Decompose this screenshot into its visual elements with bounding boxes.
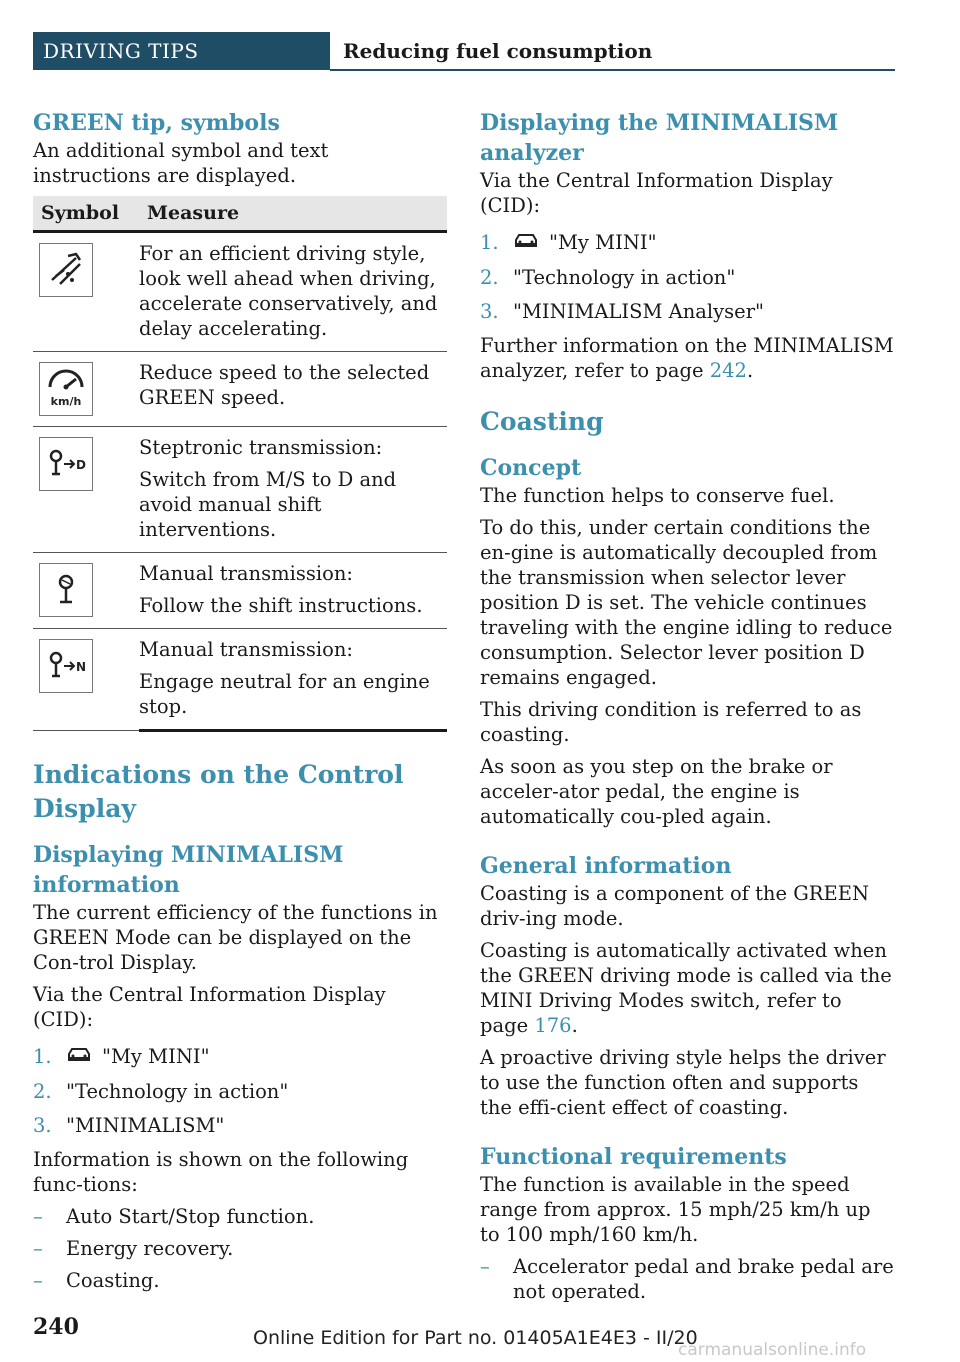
coasting-heading: Coasting [480,407,604,436]
list-item: – Auto Start/Stop function. [33,1205,315,1228]
list-item: 2. "Technology in action" [480,266,736,289]
column-header-symbol: Symbol [33,196,139,232]
watermark: carmanualsonline.info [678,1340,867,1360]
paragraph: Via the Central Information Display (CID): [33,983,386,1031]
paragraph: Further information on the MINIMALISM analyzer, refer to page 242. [480,334,894,382]
svg-text:km/h: km/h [50,395,82,408]
measure-text: Follow the shift instructions. [139,594,423,617]
right-column [480,108,894,1311]
anticipate-driving-icon [39,243,93,297]
measure-text: Reduce speed to the selected GREEN speed. [139,361,430,409]
shift-to-d-icon [39,437,93,491]
svg-text:N: N [75,660,87,674]
paragraph: Coasting is automatically activated when the GREEN driving mode is called via the MINI Driving Modes switch, refer to page 176. [480,939,892,1037]
list-item: 1. "My MINI" [33,1045,210,1068]
general-info-heading: General information [480,853,732,879]
function-list [33,1204,447,1293]
paragraph: This driving condition is referred to as coasting. [480,698,862,746]
measure-text: Switch from M/S to D and avoid manual shift interventions. [139,468,397,541]
table-row [33,553,447,629]
table-row [33,232,447,352]
reduce-speed-icon [39,362,93,416]
green-tip-intro: An additional symbol and text instructions are displayed. [33,139,329,187]
measure-text: For an efficient driving style, look well ahead when driving, accelerate conservatively, and delay accelerating. [139,242,438,340]
paragraph: As soon as you step on the brake or acceler‐ator pedal, the engine is automatically cou‐pled again. [480,755,833,828]
green-tip-heading: GREEN tip, symbols [33,110,280,136]
paragraph: The function helps to conserve fuel. [480,484,835,507]
page-link-242[interactable]: 242 [709,359,747,382]
section-tab: DRIVING TIPS [33,32,330,70]
analyzer-heading: Displaying the MINIMALISM analyzer [480,110,839,166]
list-item: 1. "My MINI" [480,231,657,254]
car-icon [66,1045,92,1070]
paragraph: Information is shown on the following func‐tions: [33,1148,409,1196]
step-list [480,230,894,324]
measure-text: Engage neutral for an engine stop. [139,670,430,718]
page-title: Reducing fuel consumption [343,39,653,63]
step-list [33,1044,447,1138]
list-item: 3. "MINIMALISM Analyser" [480,300,764,323]
page-number: 240 [33,1314,79,1340]
list-item: – Energy recovery. [33,1237,234,1260]
paragraph: Coasting is a component of the GREEN driv‐ing mode. [480,882,870,930]
edition-footer: Online Edition for Part no. 01405A1E4E3 - II/20 [253,1327,698,1349]
requirements-list [480,1254,894,1304]
measure-text: Steptronic transmission: [139,436,383,459]
paragraph: Via the Central Information Display (CID): [480,169,833,217]
paragraph: The function is available in the speed range from approx. 15 mph/25 km/h up to 100 mph/160 km/h. [480,1173,871,1246]
control-display-heading: Indications on the Control Display [33,760,404,823]
paragraph: To do this, under certain conditions the en‐gine is automatically decoupled from the transmission when selector lever position D is set. The vehicle continues traveling with the engine idling to reduce consumption. Selector lever position D remains engaged. [480,516,893,689]
measure-text: Manual transmission: [139,638,353,661]
symbol-table [33,196,447,732]
page-link-176[interactable]: 176 [534,1014,572,1037]
car-icon [513,231,539,256]
header-rule [330,69,895,71]
table-row [33,427,447,553]
table-header-row [33,196,447,232]
gear-shift-icon [39,563,93,617]
list-item: – Coasting. [33,1269,160,1292]
svg-text:D: D [76,458,86,472]
column-header-measure: Measure [139,196,447,232]
functional-requirements-heading: Functional requirements [480,1144,787,1170]
left-column [33,108,447,1300]
paragraph: The current efficiency of the functions in GREEN Mode can be displayed on the Con‐trol Display. [33,901,438,974]
minimalism-info-heading: Displaying MINIMALISM information [33,842,344,898]
table-row [33,352,447,427]
list-item: 2. "Technology in action" [33,1080,289,1103]
list-item: – Accelerator pedal and brake pedal are not operated. [480,1255,894,1303]
table-row [33,629,447,731]
list-item: 3. "MINIMALISM" [33,1114,225,1137]
paragraph: A proactive driving style helps the driver to use the function often and supports the effi‐cient effect of coasting. [480,1046,886,1119]
shift-to-neutral-icon [39,639,93,693]
measure-text: Manual transmission: [139,562,353,585]
concept-heading: Concept [480,455,582,481]
